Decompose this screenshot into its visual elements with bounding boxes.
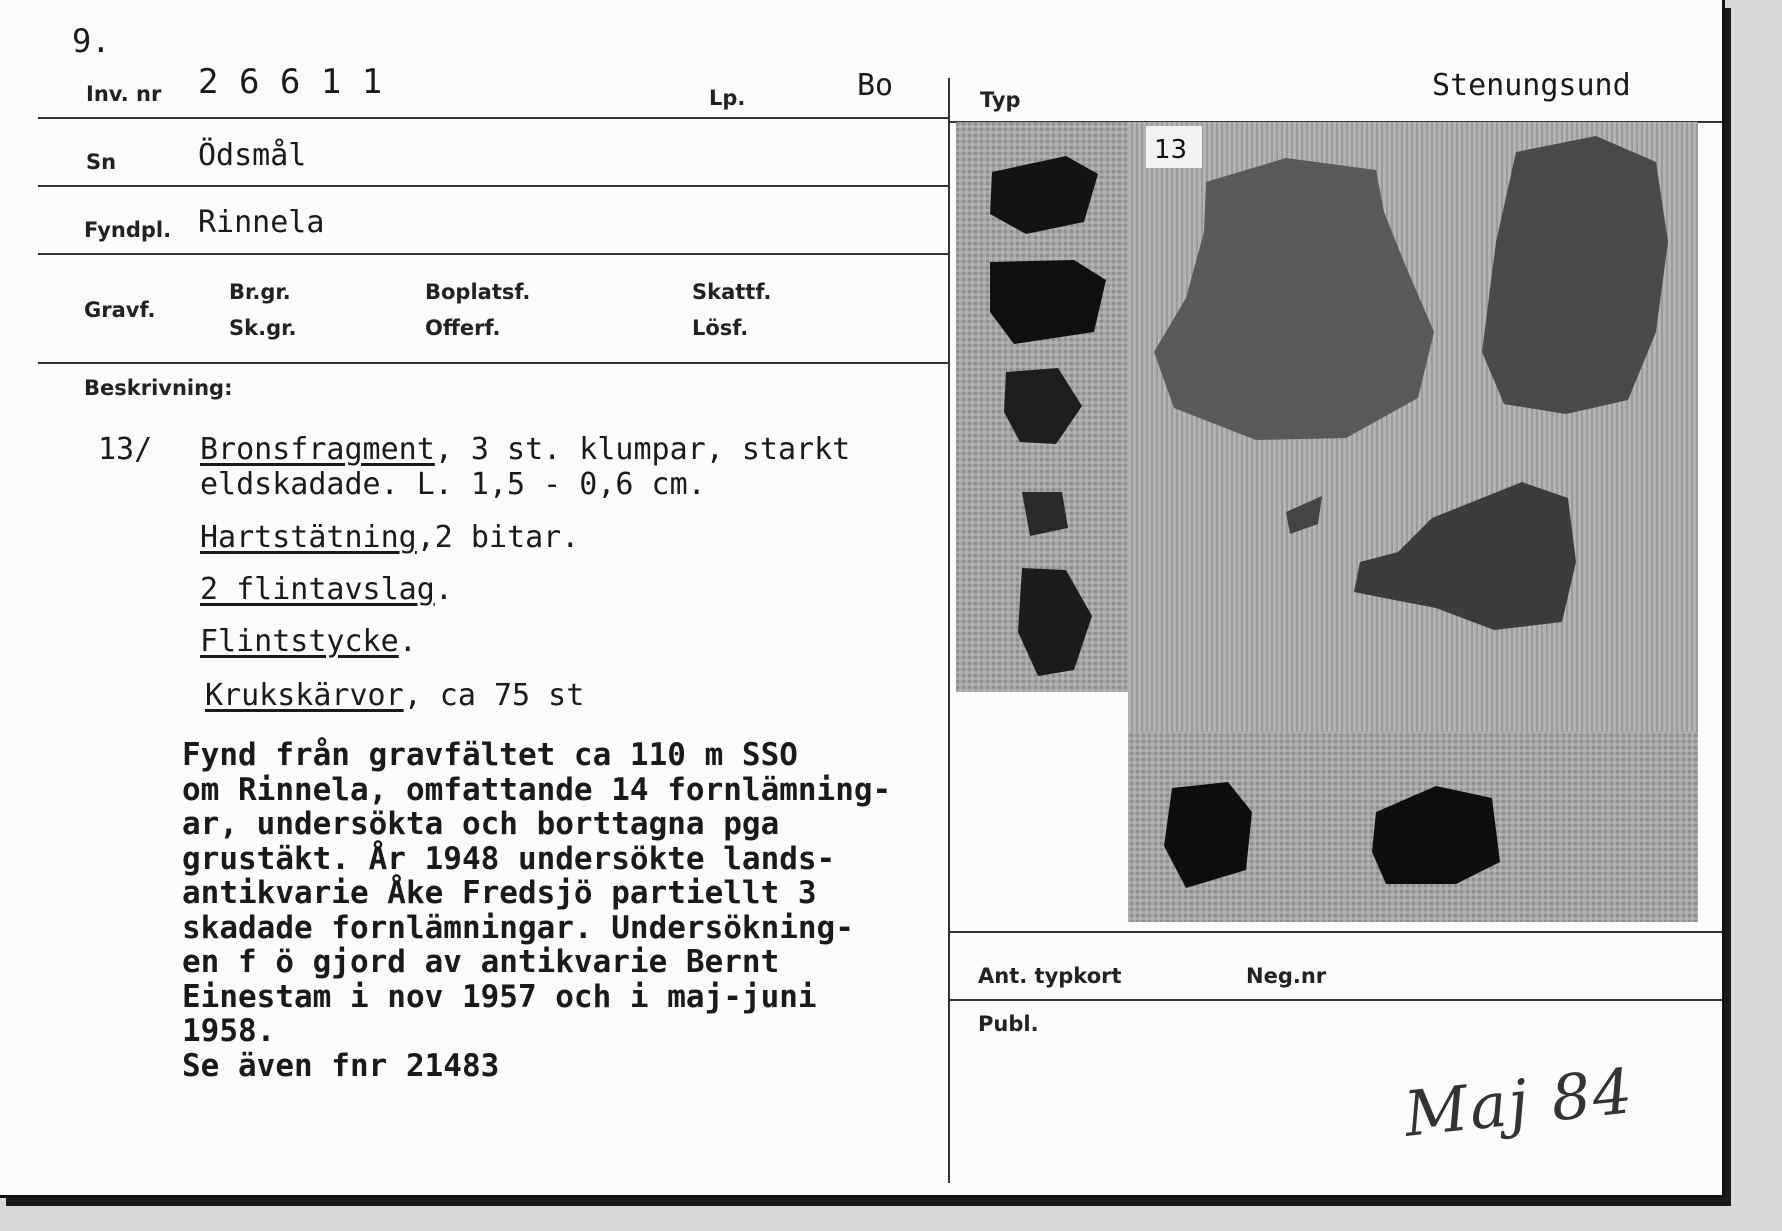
photo-label-text: 13 bbox=[1154, 135, 1188, 165]
description-line: antikvarie Åke Fredsjö partiellt 3 bbox=[182, 875, 817, 911]
typ-label: Typ bbox=[980, 88, 1021, 112]
kommun-value: Stenungsund bbox=[1432, 68, 1631, 103]
description-line: skadade fornlämningar. Undersökning- bbox=[182, 909, 854, 946]
artifact-photo bbox=[956, 122, 1704, 922]
description-line: om Rinnela, omfattande 14 fornlämning- bbox=[182, 771, 892, 808]
gravf-option: Sk.gr. bbox=[229, 316, 297, 340]
description-line: Fynd från gravfältet ca 110 m SSO bbox=[182, 737, 798, 773]
inv-nr-value: 2 6 6 1 1 bbox=[198, 62, 383, 102]
sn-value: Ödsmål bbox=[198, 138, 307, 173]
gravf-option: Offerf. bbox=[425, 316, 501, 340]
item-line: Bronsfragment, 3 st. klumpar, starkt bbox=[200, 432, 851, 467]
item-line: eldskadade. L. 1,5 - 0,6 cm. bbox=[200, 467, 706, 502]
rule bbox=[38, 362, 950, 364]
item-line: Krukskärvor, ca 75 st bbox=[205, 678, 585, 713]
rule bbox=[38, 185, 950, 187]
inv-nr-label: Inv. nr bbox=[86, 82, 162, 106]
card-number: 9. bbox=[72, 22, 111, 60]
rule bbox=[38, 117, 950, 119]
gravf-option: Boplatsf. bbox=[425, 280, 531, 304]
fyndpl-value: Rinnela bbox=[198, 205, 325, 240]
description-line: Einestam i nov 1957 och i maj-juni bbox=[182, 978, 817, 1015]
rule bbox=[950, 999, 1722, 1001]
page-edge bbox=[1724, 0, 1782, 1231]
gravf-label: Gravf. bbox=[84, 298, 156, 322]
page-bottom-edge bbox=[0, 1198, 1782, 1231]
handwritten-date: Maj 84 bbox=[1400, 1054, 1638, 1151]
publ-label: Publ. bbox=[978, 1012, 1039, 1036]
beskrivning-label: Beskrivning: bbox=[84, 376, 233, 400]
fyndpl-label: Fyndpl. bbox=[84, 218, 172, 242]
neg-nr-label: Neg.nr bbox=[1246, 964, 1327, 988]
column-divider bbox=[948, 78, 950, 1183]
item-line: Hartstätning,2 bitar. bbox=[200, 520, 580, 555]
description-line: grustäkt. År 1948 undersökte lands- bbox=[182, 840, 836, 877]
item-line: Flintstycke. bbox=[200, 624, 417, 659]
description-line: 1958. bbox=[182, 1013, 276, 1049]
resin-fragment bbox=[1022, 492, 1068, 536]
find-number: 13/ bbox=[98, 432, 153, 467]
rule bbox=[950, 931, 1722, 933]
item-line: 2 flintavslag. bbox=[200, 572, 453, 607]
description-text bbox=[182, 738, 891, 1083]
gravf-option: Lösf. bbox=[692, 316, 749, 340]
description-line: ar, undersökta och borttagna pga bbox=[182, 806, 780, 842]
gravf-option: Br.gr. bbox=[229, 280, 291, 304]
description-line: en f ö gjord av antikvarie Bernt bbox=[182, 944, 780, 980]
gravf-option: Skattf. bbox=[692, 280, 772, 304]
sn-label: Sn bbox=[86, 150, 117, 174]
bronze-fragment bbox=[990, 260, 1106, 344]
lp-label: Lp. bbox=[709, 86, 746, 110]
description-line: Se även fnr 21483 bbox=[182, 1047, 500, 1084]
rule bbox=[38, 253, 950, 255]
ant-typkort-label: Ant. typkort bbox=[978, 964, 1122, 988]
landskap-value: Bo bbox=[857, 68, 894, 103]
